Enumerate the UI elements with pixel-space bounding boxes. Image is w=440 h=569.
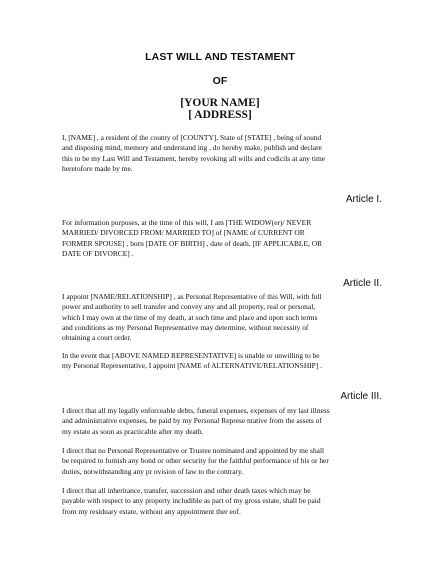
paragraph-line: MARRIED/ DIVORCED FROM/ MARRIED TO] of [NAME of CURRENT OR xyxy=(62,228,305,238)
paragraph-line: I direct that no Personal Representative or Trustee nominated and appointed by me shall xyxy=(62,446,325,455)
paragraph-line: payable with respect to any property includible as part of my gross estate, shall be paid xyxy=(62,496,321,506)
article-2-heading: Article II. xyxy=(343,278,382,289)
paragraph-line: I appoint [NAME/RELATIONSHIP] , as Personal Representative of this Will, with full xyxy=(62,292,322,301)
paragraph-line: FORMER SPOUSE] , born [DATE OF BIRTH] , date of death, [IF APPLICABLE, OR xyxy=(62,238,323,248)
paragraph-line: I direct that all inheritance, transfer, succession and other death taxes which may be xyxy=(62,486,311,495)
paragraph-line: duties, notwithstanding any pr ovision of law to the contrary. xyxy=(62,466,244,476)
intro-line: and disposing mind, memory and understand ing , do hereby make, publish and declare xyxy=(62,143,322,153)
paragraph-line: DATE OF DIVORCE] . xyxy=(62,248,134,258)
your-name-placeholder: [YOUR NAME] xyxy=(180,97,260,109)
paragraph-line: obtaining a court order. xyxy=(62,333,132,342)
intro-line: heretofore made by me. xyxy=(62,163,133,173)
article-3-heading: Article III. xyxy=(340,391,382,402)
paragraph-line: my estate as soon as practicable after my death. xyxy=(62,426,204,436)
paragraph-line: which I may own at the time of my death, at such time and place and upon such terms xyxy=(62,312,318,322)
intro-line: I, [NAME] , a resident of the county of [COUNTY], State of [STATE] , being of sound xyxy=(62,133,322,142)
paragraph-line: and conditions as my Personal Representative may determine, without necessity of xyxy=(62,322,309,332)
article-1-paragraph xyxy=(62,218,388,259)
paragraph-line: In the event that [ABOVE NAMED REPRESENTATIVE] is unable or unwilling to be xyxy=(62,351,320,360)
address-placeholder: [ ADDRESS] xyxy=(188,109,252,121)
paragraph-line: power and authority to sell transfer and convey any and all property, real or personal, xyxy=(62,302,316,312)
article-3-paragraph xyxy=(62,406,388,437)
article-3-paragraph xyxy=(62,486,388,517)
paragraph-line: and administrative expenses, be paid by my Personal Represe ntative from the assets of xyxy=(62,416,322,426)
document-title: LAST WILL AND TESTAMENT xyxy=(145,51,295,63)
intro-line: this to be my Last Will and Testament, hereby revoking all wills and codicils at any time xyxy=(62,153,326,163)
article-2-paragraph xyxy=(62,351,388,372)
paragraph-line: be required to furnish any bond or other security for the faithful performance of his or her xyxy=(62,456,329,466)
intro-paragraph xyxy=(62,133,388,174)
paragraph-line: For information purposes, at the time of this will, I am [THE WIDOW(er)/ NEVER xyxy=(62,218,312,227)
article-2-paragraph xyxy=(62,292,388,343)
paragraph-line: my Personal Representative, I appoint [NAME of ALTERNATIVE/RELATIONSHIP] . xyxy=(62,361,322,371)
paragraph-line: from my residuary estate, without any appointment ther eof. xyxy=(62,506,241,516)
paragraph-line: I direct that all my legally enforceable debts, funeral expenses, expenses of my last illness xyxy=(62,406,330,415)
article-1-heading: Article I. xyxy=(345,194,382,205)
article-3-paragraph xyxy=(62,446,388,477)
document-of: OF xyxy=(212,75,228,87)
